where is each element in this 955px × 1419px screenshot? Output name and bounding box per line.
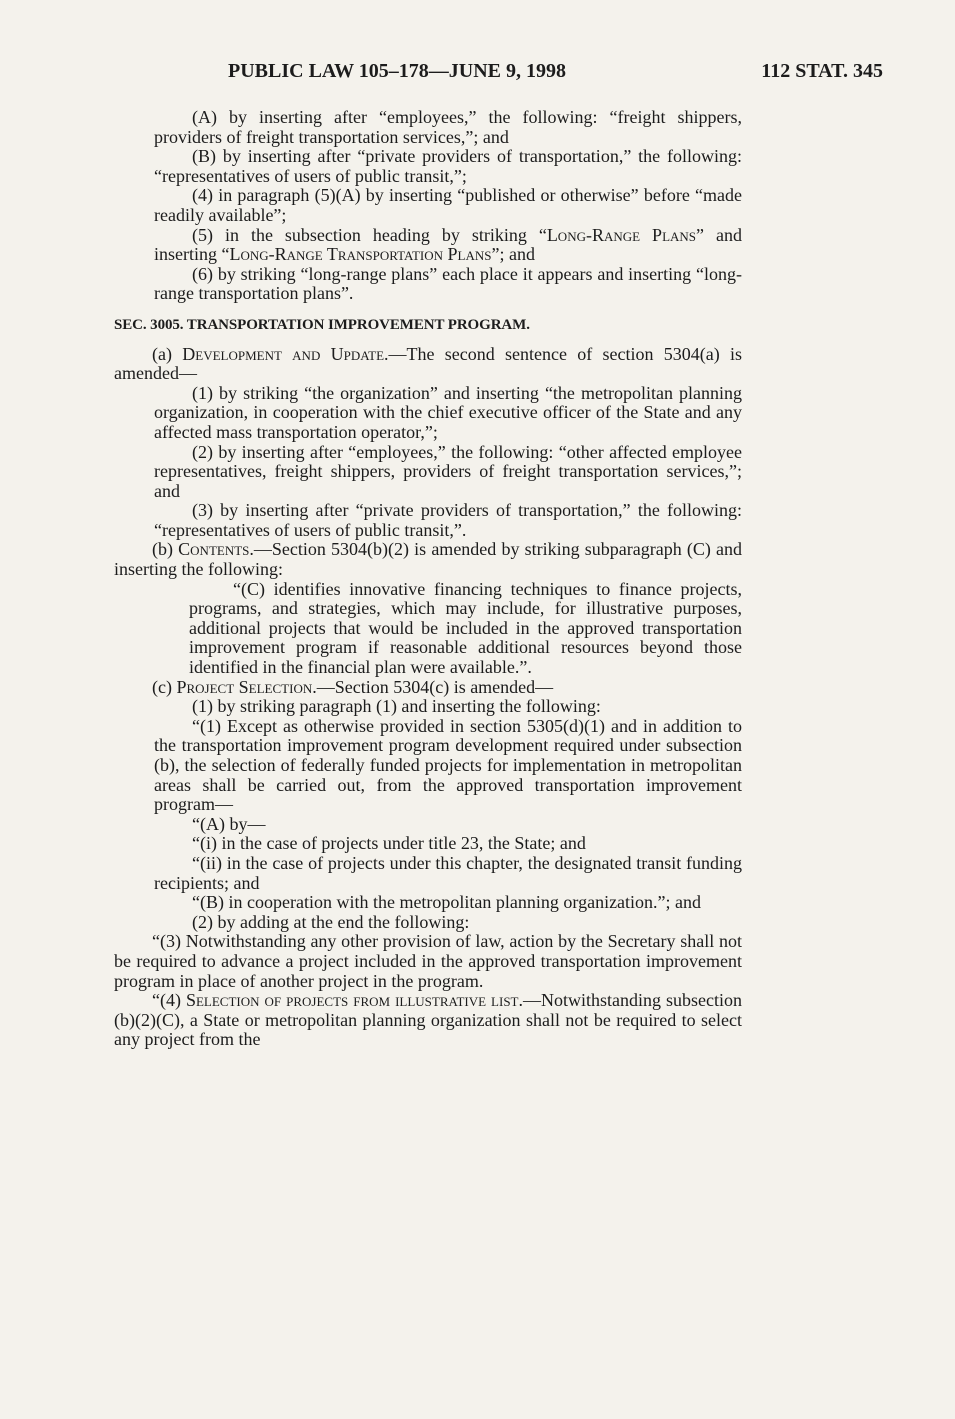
para-a1: (1) by striking “the organization” and inserting “the metropolitan planning organization, in cooperation with the chief executive officer of the State and any affected mass transportation operator,”; xyxy=(154,382,742,442)
header-page-number: 112 STAT. 345 xyxy=(761,60,883,82)
subsection-b-heading: (b) Contents.—Section 5304(b)(2) is amended by striking subparagraph (C) and inserting the following: xyxy=(114,539,743,580)
para-cii: “(ii) in the case of projects under this chapter, the designated transit funding recipients; and xyxy=(154,852,742,893)
para-c2: (2) by adding at the end the following: xyxy=(192,911,470,932)
running-header xyxy=(228,60,883,88)
para-c1: (1) by striking paragraph (1) and inserting the following: xyxy=(192,696,601,717)
subsection-c-heading: (c) Project Selection.—Section 5304(c) is amended— xyxy=(152,676,554,697)
para-B: (B) by inserting after “private providers of transportation,” the following: “representatives of users of public transit,”; xyxy=(154,146,742,186)
para-A: (A) by inserting after “employees,” the following: “freight shippers, providers of freight transportation services,”; and xyxy=(154,107,742,147)
para-c1-quoted: “(1) Except as otherwise provided in section 5305(d)(1) and in addition to the transportation improvement program development required under subsection (b), the selection of federally funded projects for implementation in metropolitan areas shall be carried out, from the approved transportation improvement program— xyxy=(154,715,742,815)
page-body xyxy=(114,108,742,1050)
para-5: (5) in the subsection heading by striking “Long-Range Plans” and inserting “Long-Range Transportation Plans”; and xyxy=(154,224,742,265)
para-a2: (2) by inserting after “employees,” the following: “other affected employee representatives, freight shippers, providers of freight transportation services,”; and xyxy=(154,441,742,501)
para-cA: “(A) by— xyxy=(192,813,266,834)
subsection-a-heading: (a) Development and Update.—The second sentence of section 5304(a) is amended— xyxy=(114,343,742,384)
para-cB: “(B) in cooperation with the metropolitan planning organization.”; and xyxy=(192,892,702,913)
para-c3: “(3) Notwithstanding any other provision of law, action by the Secretary shall not be required to advance a project included in the approved transportation improvement program in place of another project in the program. xyxy=(114,931,742,991)
para-6: (6) by striking “long-range plans” each place it appears and inserting “long-range transportation plans”. xyxy=(154,263,742,304)
para-bC: “(C) identifies innovative financing techniques to finance projects, programs, and strategies, which may include, for illustrative purposes, additional projects that would be included in the approved transportation improvement program if reasonable additional resources beyond those identified in the financial plan were available.”. xyxy=(189,578,742,678)
para-4: (4) in paragraph (5)(A) by inserting “published or otherwise” before “made readily available”; xyxy=(154,185,742,225)
header-law-title: PUBLIC LAW 105–178—JUNE 9, 1998 xyxy=(228,60,566,82)
section-heading: SEC. 3005. TRANSPORTATION IMPROVEMENT PROGRAM. xyxy=(114,316,530,333)
para-a3: (3) by inserting after “private providers of transportation,” the following: “representatives of users of public transit,”. xyxy=(154,500,742,540)
para-c4: “(4) Selection of projects from illustrative list.—Notwithstanding subsection (b)(2)(C), a State or metropolitan planning organization shall not be required to select any project from the xyxy=(114,990,742,1050)
para-ci: “(i) in the case of projects under title 23, the State; and xyxy=(192,833,586,854)
